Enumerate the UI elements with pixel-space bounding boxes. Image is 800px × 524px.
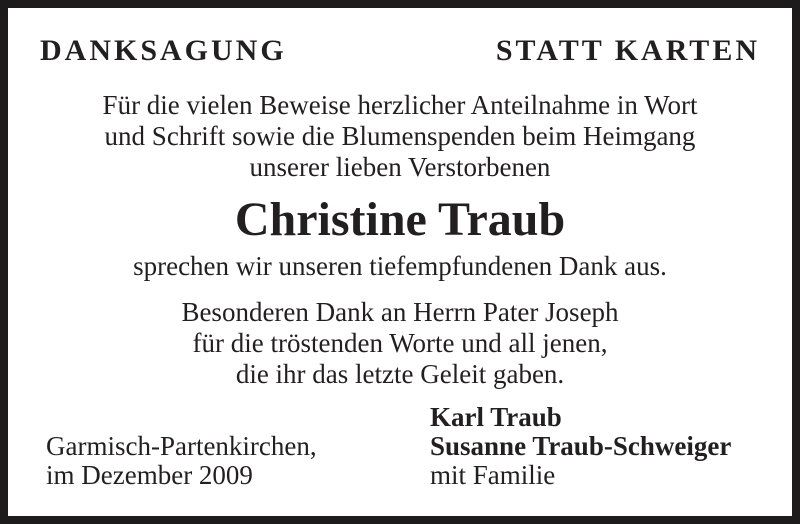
place-line: Garmisch-Partenkirchen, bbox=[46, 431, 317, 461]
mourner-family-line: mit Familie bbox=[430, 460, 556, 490]
mourner-name: Karl Traub bbox=[430, 402, 562, 432]
mourner-name: Susanne Traub-Schweiger bbox=[430, 431, 732, 461]
intro-paragraph bbox=[40, 90, 760, 183]
intro-line: unserer lieben Verstorbenen bbox=[249, 152, 551, 182]
deceased-name: Christine Traub bbox=[234, 193, 566, 246]
header-row bbox=[40, 34, 760, 68]
place-date-block bbox=[40, 432, 430, 490]
footer-row bbox=[40, 403, 760, 490]
special-thanks-line: für die tröstenden Worte und all jenen, bbox=[192, 328, 608, 358]
intro-line: und Schrift sowie die Blumenspenden beim Heimgang bbox=[104, 121, 696, 151]
header-statt-karten: STATT KARTEN bbox=[495, 34, 760, 67]
date-line: im Dezember 2009 bbox=[46, 460, 253, 490]
intro-line: Für die vielen Beweise herzlicher Anteilnahme in Wort bbox=[102, 90, 698, 120]
mourners-block bbox=[430, 403, 760, 490]
special-thanks-line: die ihr das letzte Geleit gaben. bbox=[235, 359, 565, 389]
special-thanks-paragraph bbox=[40, 297, 760, 390]
header-danksagung: DANKSAGUNG bbox=[40, 34, 287, 67]
thanks-line: sprechen wir unseren tiefempfundenen Dank aus. bbox=[133, 251, 667, 281]
special-thanks-line: Besonderen Dank an Herrn Pater Joseph bbox=[181, 297, 619, 327]
